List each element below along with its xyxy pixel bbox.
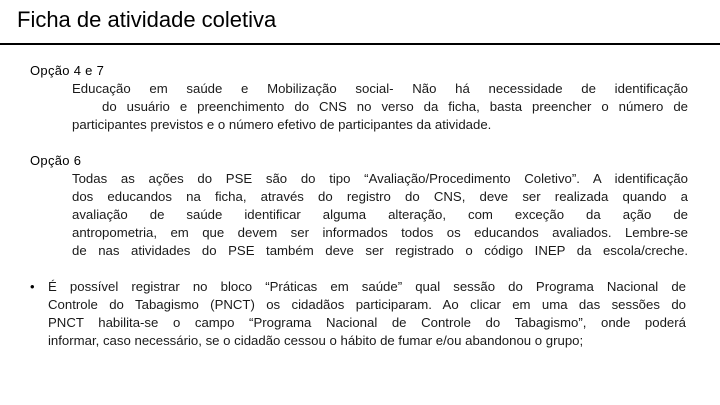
option-4-line: do usuário e preenchimento do CNS no verso da ficha, basta preencher o número de (102, 99, 688, 114)
page-title: Ficha de atividade coletiva (17, 7, 277, 32)
option-4-line: Educação em saúde e Mobilização social- Não há necessidade de identificação (72, 81, 688, 96)
option-6-line: dos educandos na ficha, através do registro do CNS, deve ser realizada quando a (72, 189, 688, 204)
option-6-heading: Opção 6 (30, 153, 82, 168)
bullet-icon: • (30, 279, 35, 294)
option-6-line: de nas atividades do PSE também deve ser registrado o código INEP da escola/creche. (72, 243, 688, 258)
option-4-paragraph (72, 80, 688, 134)
bullet-line: PNCT habilita-se o campo “Programa Nacional de Controle do Tabagismo”, onde poderá (48, 315, 686, 330)
bullet-line: É possível registrar no bloco “Práticas em saúde” qual sessão do Programa Nacional de (48, 279, 686, 294)
option-4-line: participantes previstos e o número efetivo de participantes da atividade. (72, 117, 492, 132)
option-6-line: avaliação de saúde identificar alguma alteração, com exceção da ação de (72, 207, 688, 222)
bullet-line: informar, caso necessário, se o cidadão cessou o hábito de fumar e/ou abandonou o grupo; (48, 333, 584, 348)
option-6-paragraph (72, 170, 688, 260)
option-6-line: antropometria, em que devem ser informados todos os educandos avaliados. Lembre-se (72, 225, 688, 240)
bullet-line: Controle do Tabagismo (PNCT) os cidadãos participaram. Ao clicar em uma das sessões do (48, 297, 686, 312)
title-divider (0, 43, 720, 45)
option-6-line: Todas as ações do PSE são do tipo “Avaliação/Procedimento Coletivo”. A identificação (72, 171, 688, 186)
bullet-paragraph (48, 278, 686, 350)
option-4-heading: Opção 4 e 7 (30, 63, 105, 78)
